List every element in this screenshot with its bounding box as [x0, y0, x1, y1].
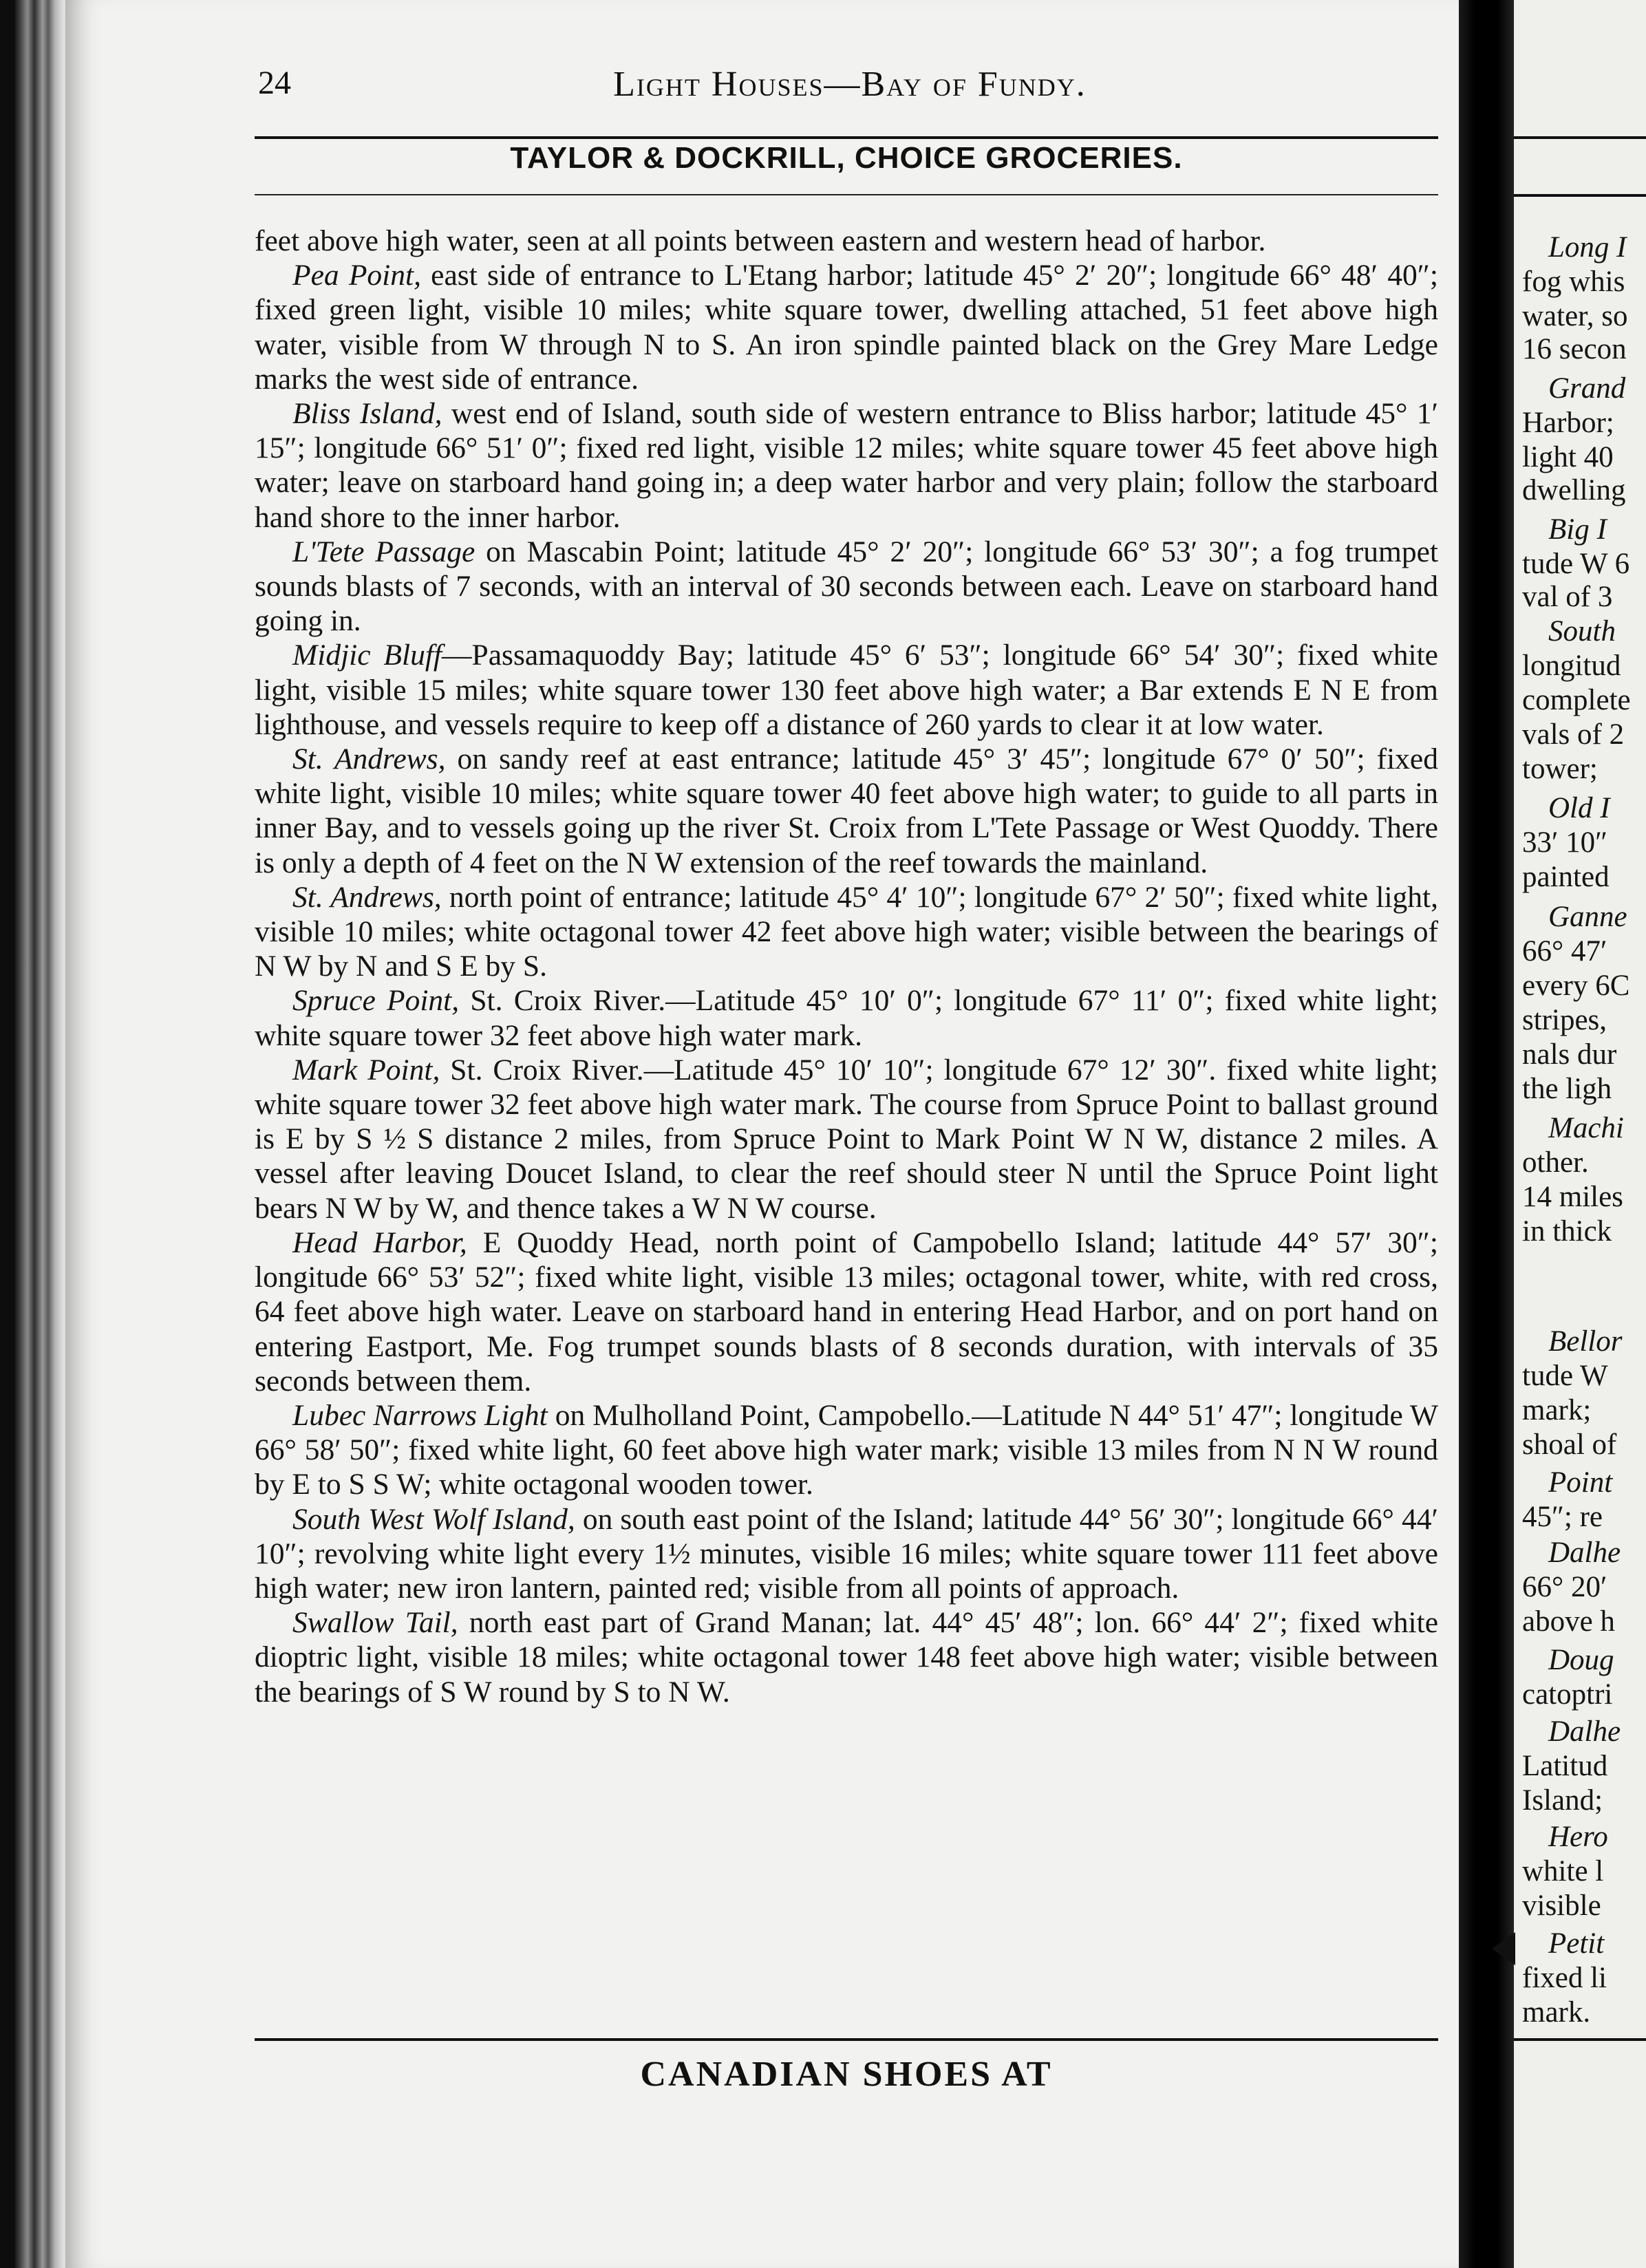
next-page-text-fragment: white l — [1522, 1855, 1604, 1887]
running-title: Light Houses—Bay of Fundy. — [613, 65, 1087, 104]
next-page-text-fragment: complete — [1522, 684, 1631, 716]
lighthouse-name: Pea Point, — [292, 259, 421, 292]
next-page-text-fragment: tude W — [1522, 1360, 1608, 1392]
next-page-text-fragment: vals of 2 — [1522, 718, 1625, 751]
lighthouse-description: feet above high water, seen at all points between eastern and western head of harbor. — [255, 224, 1266, 257]
lighthouse-entry — [255, 1398, 1438, 1502]
next-page-text-fragment: Latitud — [1522, 1750, 1608, 1782]
lighthouse-description: on Mulholland Point, Campobello.—Latitude N 44° 51′ 47″; longitude W 66° 58′ 50″; fixed white light, 60 feet above high water mark; visible 13 miles from N N W round by E to S S W; white octagonal wooden tower. — [255, 1398, 1438, 1501]
lighthouse-entry — [255, 535, 1438, 639]
next-page-text-fragment: fixed li — [1522, 1962, 1607, 1994]
next-page-text-fragment: Ganne — [1548, 901, 1627, 933]
next-page-text-fragment: fog whis — [1522, 266, 1625, 298]
lighthouse-entry — [255, 638, 1438, 742]
page-header — [258, 58, 1442, 114]
next-page-text-fragment: Big I — [1548, 513, 1607, 546]
next-page-text-fragment: Harbor; — [1522, 407, 1614, 439]
lighthouse-description: north point of entrance; latitude 45° 4′ 10″; longitude 67° 2′ 50″; fixed white light, visible 10 miles; white octagonal tower 42 feet above high water; visible between the bearings of N W by N and S E by S. — [255, 880, 1438, 983]
lighthouse-name: Spruce Point, — [292, 984, 460, 1018]
top-advertisement: TAYLOR & DOCKRILL, CHOICE GROCERIES. — [510, 141, 1183, 175]
next-page-text-fragment: light 40 — [1522, 441, 1614, 473]
lighthouse-entry — [255, 983, 1438, 1052]
lighthouse-description: St. Croix River.—Latitude 45° 10′ 0″; longitude 67° 11′ 0″; fixed white light; white square tower 32 feet above high water mark. — [255, 984, 1438, 1052]
next-page-ad-rule — [1514, 194, 1646, 197]
lighthouse-entry — [255, 1605, 1438, 1709]
next-page-text-fragment: every 6C — [1522, 970, 1630, 1002]
next-page-text-fragment: 66° 47′ — [1522, 935, 1607, 967]
pointer-mark-icon — [1492, 1932, 1515, 1965]
lighthouse-name: Lubec Narrows Light — [292, 1398, 548, 1432]
next-page-text-fragment: dwelling — [1522, 474, 1626, 506]
footer-rule — [255, 2038, 1438, 2041]
next-page-text-fragment: Dalhe — [1548, 1715, 1621, 1748]
lighthouse-description: on Mascabin Point; latitude 45° 2′ 20″; longitude 66° 53′ 30″; a fog trumpet sounds blasts of 7 seconds, with an interval of 30 seconds between each. Leave on starboard hand going in. — [255, 535, 1438, 638]
next-page-text-fragment: longitud — [1522, 650, 1621, 682]
next-page-text-fragment: 14 miles — [1522, 1181, 1623, 1213]
lighthouse-entry — [255, 1053, 1438, 1226]
next-page-text-fragment: Point — [1548, 1466, 1613, 1499]
header-rule — [255, 136, 1438, 139]
lighthouse-name: South West Wolf Island, — [292, 1502, 575, 1536]
lighthouse-entry — [255, 258, 1438, 396]
lighthouse-name: Head Harbor, — [292, 1226, 467, 1259]
lighthouse-description: St. Croix River.—Latitude 45° 10′ 10″; longitude 67° 12′ 30″. fixed white light; white square tower 32 feet above high water mark. The course from Spruce Point to ballast ground is E by S ½ S distance 2 miles, from Spruce Point to Mark Point W N W, distance 2 miles. A vessel after leaving Doucet Island, to clear the reef should steer N until the Spruce Point light bears N W by W, and thence takes a W N W course. — [255, 1053, 1439, 1225]
page-gutter — [1459, 0, 1514, 2268]
next-page-footer-rule — [1514, 2038, 1646, 2041]
lighthouse-entry — [255, 1226, 1438, 1398]
next-page-text-fragment: shoal of — [1522, 1429, 1617, 1461]
lighthouse-description: west end of Island, south side of western entrance to Bliss harbor; latitude 45° 1′ 15″; longitude 66° 51′ 0″; fixed red light, visible 12 miles; white square tower 45 feet above high water; leave on starboard hand going in; a deep water harbor and very plain; follow the starboard hand shore to the inner harbor. — [255, 397, 1438, 534]
next-page-text-fragment: 33′ 10″ — [1522, 826, 1608, 859]
next-page-text-fragment: Doug — [1548, 1644, 1614, 1676]
lighthouse-description: on south east point of the Island; latitude 44° 56′ 30″; longitude 66° 44′ 10″; revolving white light every 1½ minutes, visible 16 miles; white square tower 111 feet above high water; new iron lantern, painted red; visible from all points of approach. — [255, 1502, 1438, 1605]
next-page-text-fragment: water, so — [1522, 300, 1628, 332]
next-page-text-fragment: tower; — [1522, 753, 1598, 785]
next-page-text-fragment: visible — [1522, 1890, 1601, 1922]
next-page-text-fragment: catoptri — [1522, 1678, 1613, 1711]
next-page-text-fragment: Long I — [1548, 231, 1627, 264]
lighthouse-entry — [255, 396, 1438, 535]
book-binding-edge — [0, 0, 65, 2268]
next-page-text-fragment: 66° 20′ — [1522, 1571, 1607, 1603]
next-page-text-fragment: painted — [1522, 861, 1610, 893]
next-page-text-fragment: 16 secon — [1522, 333, 1627, 365]
next-page-text-fragment: Machi — [1548, 1112, 1624, 1144]
next-page-text-fragment: nals dur — [1522, 1038, 1617, 1071]
lighthouse-name: St. Andrews, — [292, 880, 442, 914]
lighthouse-entry — [255, 742, 1438, 880]
lighthouse-description: —Passamaquoddy Bay; latitude 45° 6′ 53″; longitude 66° 54′ 30″; fixed white light, visible 15 miles; white square tower 130 feet above high water; a Bar extends E N E from lighthouse, and vessels require to keep off a distance of 260 yards to clear it at low water. — [255, 639, 1438, 741]
next-page-text-fragment: val of 3 — [1522, 581, 1613, 613]
next-page-text-fragment: Dalhe — [1548, 1537, 1621, 1569]
lighthouse-entries — [255, 224, 1438, 1709]
next-page-text-fragment: Island; — [1522, 1784, 1603, 1817]
lighthouse-entry — [255, 1502, 1438, 1606]
next-page-text-fragment: Petit — [1548, 1927, 1605, 1960]
lighthouse-description: north east part of Grand Manan; lat. 44° 45′ 48″; lon. 66° 44′ 2″; fixed white dioptric light, visible 18 miles; white octagonal tower 148 feet above high water; visible between the bearings of S W round by S to N W. — [255, 1606, 1439, 1709]
next-page-edge — [1514, 0, 1646, 2268]
lighthouse-entry — [255, 224, 1438, 258]
next-page-text-fragment: the ligh — [1522, 1073, 1612, 1105]
next-page-text-fragment: tude W 6 — [1522, 548, 1630, 580]
lighthouse-name: Mark Point, — [292, 1053, 440, 1087]
next-page-text-fragment: above h — [1522, 1605, 1615, 1638]
next-page-text-fragment: other. — [1522, 1146, 1589, 1179]
lighthouse-name: Swallow Tail, — [292, 1606, 458, 1640]
next-page-text-fragment: mark; — [1522, 1394, 1592, 1426]
lighthouse-name: L'Tete Passage — [292, 535, 475, 568]
next-page-text-fragment: South — [1548, 615, 1616, 648]
lighthouse-description: on sandy reef at east entrance; latitude 45° 3′ 45″; longitude 67° 0′ 50″; fixed white light, visible 10 miles; white square tower 40 feet above high water; to guide to all parts in inner Bay, and to vessels going up the river St. Croix from L'Tete Passage or West Quoddy. There is only a depth of 4 feet on the N W extension of the reef towards the mainland. — [255, 742, 1438, 879]
lighthouse-description: east side of entrance to L'Etang harbor; latitude 45° 2′ 20″; longitude 66° 48′ 40″; fixed green light, visible 10 miles; white square tower, dwelling attached, 51 feet above high water, visible from W through N to S. An iron spindle painted black on the Grey Mare Ledge marks the west side of entrance. — [255, 259, 1438, 396]
next-page-text-fragment: 45″; re — [1522, 1501, 1603, 1533]
lighthouse-name: St. Andrews, — [292, 742, 446, 776]
next-page-text-fragment: Grand — [1548, 372, 1626, 405]
next-page-text-fragment: in thick — [1522, 1215, 1612, 1248]
next-page-text-fragment: stripes, — [1522, 1004, 1607, 1036]
next-page-text-fragment: mark. — [1522, 1996, 1591, 2029]
bottom-advertisement: CANADIAN SHOES AT — [640, 2055, 1053, 2094]
lighthouse-description: E Quoddy Head, north point of Campobello Island; latitude 44° 57′ 30″; longitude 66° 53′ 52″; fixed white light, visible 13 miles; octagonal tower, white, with red cross, 64 feet above high water. Leave on starboard hand in entering Head Harbor, and on port hand on entering Eastport, Me. Fog trumpet sounds blasts of 8 seconds duration, with intervals of 35 seconds between them. — [255, 1226, 1438, 1398]
lighthouse-name: Bliss Island, — [292, 397, 442, 431]
page-number: 24 — [258, 65, 291, 101]
next-page-header-rule — [1514, 136, 1646, 139]
ad-rule — [255, 194, 1438, 195]
lighthouse-entry — [255, 880, 1438, 984]
next-page-text-fragment: Hero — [1548, 1821, 1608, 1853]
next-page-text-fragment: Old I — [1548, 792, 1610, 824]
next-page-text-fragment: Bellor — [1548, 1325, 1623, 1358]
lighthouse-name: Midjic Bluff — [292, 639, 442, 672]
